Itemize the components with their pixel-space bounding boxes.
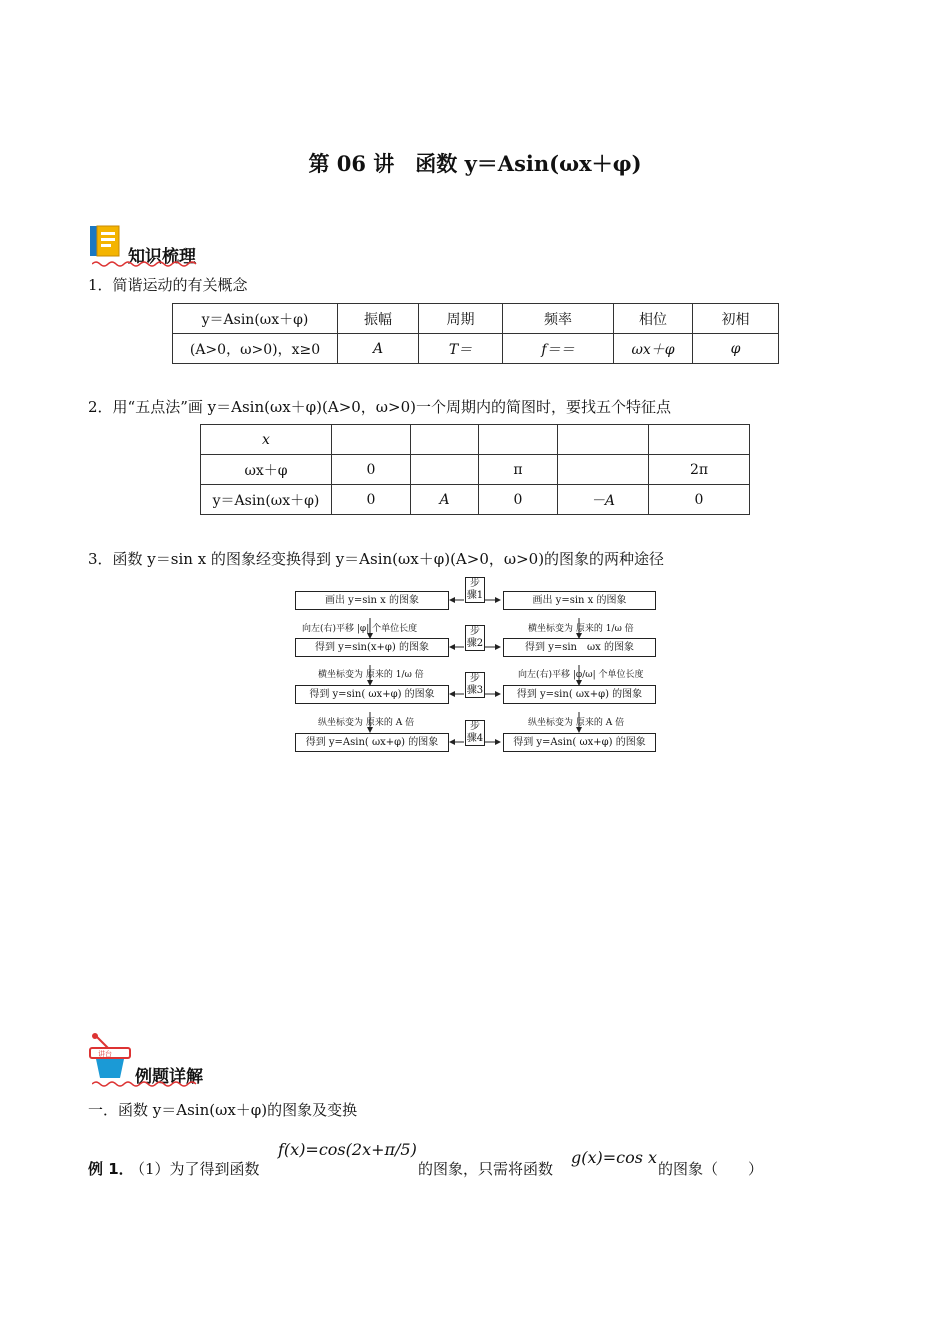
table1-head-condition: (A>0，ω>0)，x≥0 — [173, 334, 338, 364]
flow-step: 步骤1 — [466, 578, 484, 601]
table2-cell: 0 — [479, 485, 558, 515]
table2-cell — [558, 455, 649, 485]
page-title: 第 06 讲 函数 y＝Asin(ωx＋φ) — [308, 151, 642, 176]
table1-head-formula: y＝Asin(ωx＋φ) — [173, 304, 338, 334]
shm-concept-table — [172, 303, 779, 364]
example-heading: 例题详解 — [135, 1067, 203, 1087]
wavy-underline — [92, 260, 202, 268]
example-1 — [88, 1128, 848, 1178]
table2-cell — [332, 425, 411, 455]
flow-step: 步骤3 — [466, 673, 484, 696]
formula-f-text: f(x)=cos(2x+π/5) — [278, 1140, 417, 1159]
table2-cell: 0 — [332, 485, 411, 515]
flow-left-box: 得到 y=Asin( ωx+φ) 的图象 — [295, 733, 449, 752]
table2-row-head: x — [201, 425, 332, 455]
flow-step: 步骤2 — [466, 626, 484, 649]
flow-left-label: 纵坐标变为 原来的 A 倍 — [318, 718, 415, 728]
five-point-table — [200, 424, 750, 515]
table1-cell: T＝ — [419, 334, 503, 364]
table2-cell — [479, 425, 558, 455]
item-3-heading: 3．函数 y＝sin x 的图象经变换得到 y＝Asin(ωx＋φ)(A>0，ω>0)的图象的两种途径 — [88, 550, 665, 568]
table1-cell: φ — [693, 334, 779, 364]
table2-cell: π — [479, 455, 558, 485]
formula-f — [278, 1130, 417, 1172]
item-2-heading: 2．用“五点法”画 y＝Asin(ωx＋φ)(A>0，ω>0)一个周期内的简图时，要找五个特征点 — [88, 398, 672, 416]
table1-cell: A — [338, 334, 419, 364]
table2-cell — [411, 425, 479, 455]
flow-right-box: 得到 y=sin( ωx+φ) 的图象 — [503, 685, 656, 704]
table2-cell: 2π — [649, 455, 750, 485]
example-1-part: （1）为了得到函数 — [130, 1160, 260, 1178]
transformation-flowchart — [292, 574, 662, 764]
knowledge-heading: 知识梳理 — [128, 247, 196, 267]
example-1-label: 例 1． — [88, 1160, 134, 1178]
table2-cell: 0 — [649, 485, 750, 515]
table1-header: 振幅 — [338, 304, 419, 334]
table2-cell: A — [411, 485, 479, 515]
flow-left-label: 横坐标变为 原来的 1/ω 倍 — [318, 670, 424, 680]
flow-step: 步骤4 — [466, 721, 484, 744]
flow-left-label: 向左(右)平移 |φ| 个单位长度 — [302, 624, 418, 634]
table1-header: 相位 — [614, 304, 693, 334]
flow-left-box: 画出 y=sin x 的图象 — [295, 591, 449, 610]
flow-right-box: 得到 y=sin ωx 的图象 — [503, 638, 656, 657]
table2-cell — [649, 425, 750, 455]
podium-icon-text: 讲台 — [98, 1050, 112, 1058]
flow-right-label: 纵坐标变为 原来的 A 倍 — [528, 718, 625, 728]
table2-cell: 0 — [332, 455, 411, 485]
item-1-heading: 1．简谐运动的有关概念 — [88, 276, 248, 294]
table2-cell — [558, 425, 649, 455]
table1-cell: f＝＝ — [503, 334, 614, 364]
flow-right-box: 画出 y=sin x 的图象 — [503, 591, 656, 610]
table2-cell — [411, 455, 479, 485]
table1-header: 初相 — [693, 304, 779, 334]
flow-left-box: 得到 y=sin( ωx+φ) 的图象 — [295, 685, 449, 704]
flow-right-label: 横坐标变为 原来的 1/ω 倍 — [528, 624, 634, 634]
table1-header: 周期 — [419, 304, 503, 334]
section-1-heading: 一．函数 y＝Asin(ωx＋φ)的图象及变换 — [88, 1101, 358, 1119]
table1-cell: ωx＋φ — [614, 334, 693, 364]
table2-row-head: y＝Asin(ωx＋φ) — [201, 485, 332, 515]
flow-right-box: 得到 y=Asin( ωx+φ) 的图象 — [503, 733, 656, 752]
wavy-underline — [92, 1080, 202, 1088]
table2-cell: －A — [558, 485, 649, 515]
flow-left-box: 得到 y=sin(x+φ) 的图象 — [295, 638, 449, 657]
podium-icon — [88, 1032, 132, 1084]
table1-header: 频率 — [503, 304, 614, 334]
table2-row-head: ωx＋φ — [201, 455, 332, 485]
example-1-middle: 的图象，只需将函数 — [418, 1160, 554, 1178]
book-icon — [88, 224, 122, 260]
flow-right-label: 向左(右)平移 |φ/ω| 个单位长度 — [518, 670, 644, 680]
example-1-end: 的图象（ ） — [658, 1160, 764, 1178]
formula-g: g(x)=cos x — [571, 1148, 658, 1167]
